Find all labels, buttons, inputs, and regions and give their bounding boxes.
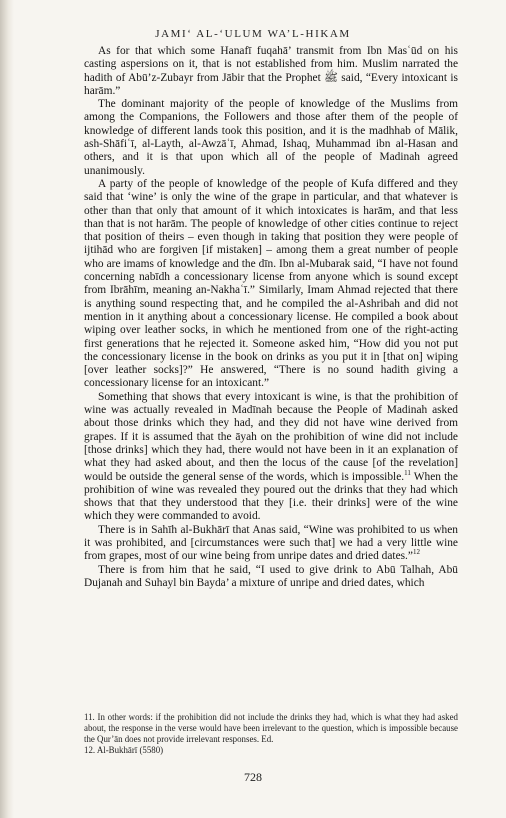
paragraph-text: Something that shows that every intoxicant is wine, is that the prohibition of wine was actually revealed in Madīnah because the People of Madinah asked about those drinks which they had, and they did not have wine derived from grapes. If it is assumed that the āyah on the prohibition of wine did not include [those drinks] which they had, there would not have been in it an explanation of what they had asked about, and then the locus of the cause [of the revelation] would be outside the general sense of the words, which is impossible. (84, 390, 458, 483)
paragraph (84, 98, 458, 178)
paragraph-text: A party of the people of knowledge of the people of Kufa differed and they said that ‘wine’ is only the wine of the grape in particular, and that whatever is other than that only that amount of it which intoxicates is harām, and that less than that is not harām. The people of knowledge of other cities continue to reject that position of theirs – even though in taking that position they were people of ijtihād who are forgiven [if mistaken] – among them a great number of people who are imams of knowledge and the dīn. Ibn al-Mubarak said, “I have not found concerning nabīdh a concessionary license from anyone which is sound except from Ibrāhīm, meaning an-Nakhaʿī.” Similarly, Imam Ahmad rejected that there is anything sound respecting that, and he compiled the al-Ashribah and did not mention in it anything about a concessionary license. He compiled a book about wiping over leather socks, in which he mentioned from one of the right-acting first generations that he rejected it. Someone asked him, “How did you not put the concessionary license in the book on drinks as you put it in [that on] wiping [over leather socks]?” He answered, “There is no sound hadith giving a concessionary license for an intoxicant.” (84, 177, 458, 390)
page-gutter-shadow (0, 0, 14, 818)
footnote: 12. Al-Bukhārī (5580) (84, 745, 164, 755)
paragraph-text: There is from him that he said, “I used to give drink to Abū Talhah, Abū Dujanah and Suhayl bin Bayda’ a mixture of unripe and dried dates, which (84, 563, 458, 589)
running-head: JAMI‘ AL-‘ULUM WA’L-HIKAM (155, 28, 351, 40)
page-number: 728 (244, 770, 262, 784)
paragraph-text: As for that which some Hanafī fuqahā’ transmit from Ibn Masʿūd on his casting aspersions on it, that is not established from him. Muslim narrated the hadith of Abū’z-Zubayr from Jābir that the Prophet ﷺ said, “Every intoxicant is harām.” (84, 45, 458, 97)
paragraph-text: The dominant majority of the people of knowledge of the Muslims from among the Companions, the Followers and those after them of the people of knowledge of different lands took this position, and it is the madhhab of Mālik, ash-Shāfiʿī, al-Layth, al-Awzāʿī, Ahmad, Ishaq, Muhammad ibn al-Hasan and others, and it is that upon which all of the people of Madinah agreed unanimously. (84, 98, 458, 177)
paragraph-text: There is in Sahīh al-Bukhārī that Anas said, “Wine was prohibited to us when it was prohibited, and [circumstances were such that] we had a very little wine from grapes, most of our wine being from unripe dates and dried dates.” (84, 523, 458, 563)
footnote: 11. In other words: if the prohibition did not include the drinks they had, which is what they had asked about, the response in the verse would have been irrelevant to the question, which is impossible because the Qur’ān does not provide irrelevant responses. Ed. (84, 712, 458, 744)
paragraph (84, 564, 458, 591)
footnote-reference[interactable]: 11 (404, 468, 411, 477)
paragraph-text: When the prohibition of wine was revealed they poured out the drinks that they had which shows that that they understood that they [i.e. their drinks] were of the wine which they were commanded to avoid. (84, 470, 458, 523)
paragraph (84, 391, 458, 524)
footnotes (84, 712, 458, 756)
main-text (84, 45, 458, 590)
footnote-reference[interactable]: 12 (412, 548, 420, 557)
paragraph (84, 45, 458, 98)
paragraph (84, 524, 458, 564)
paragraph (84, 178, 458, 391)
